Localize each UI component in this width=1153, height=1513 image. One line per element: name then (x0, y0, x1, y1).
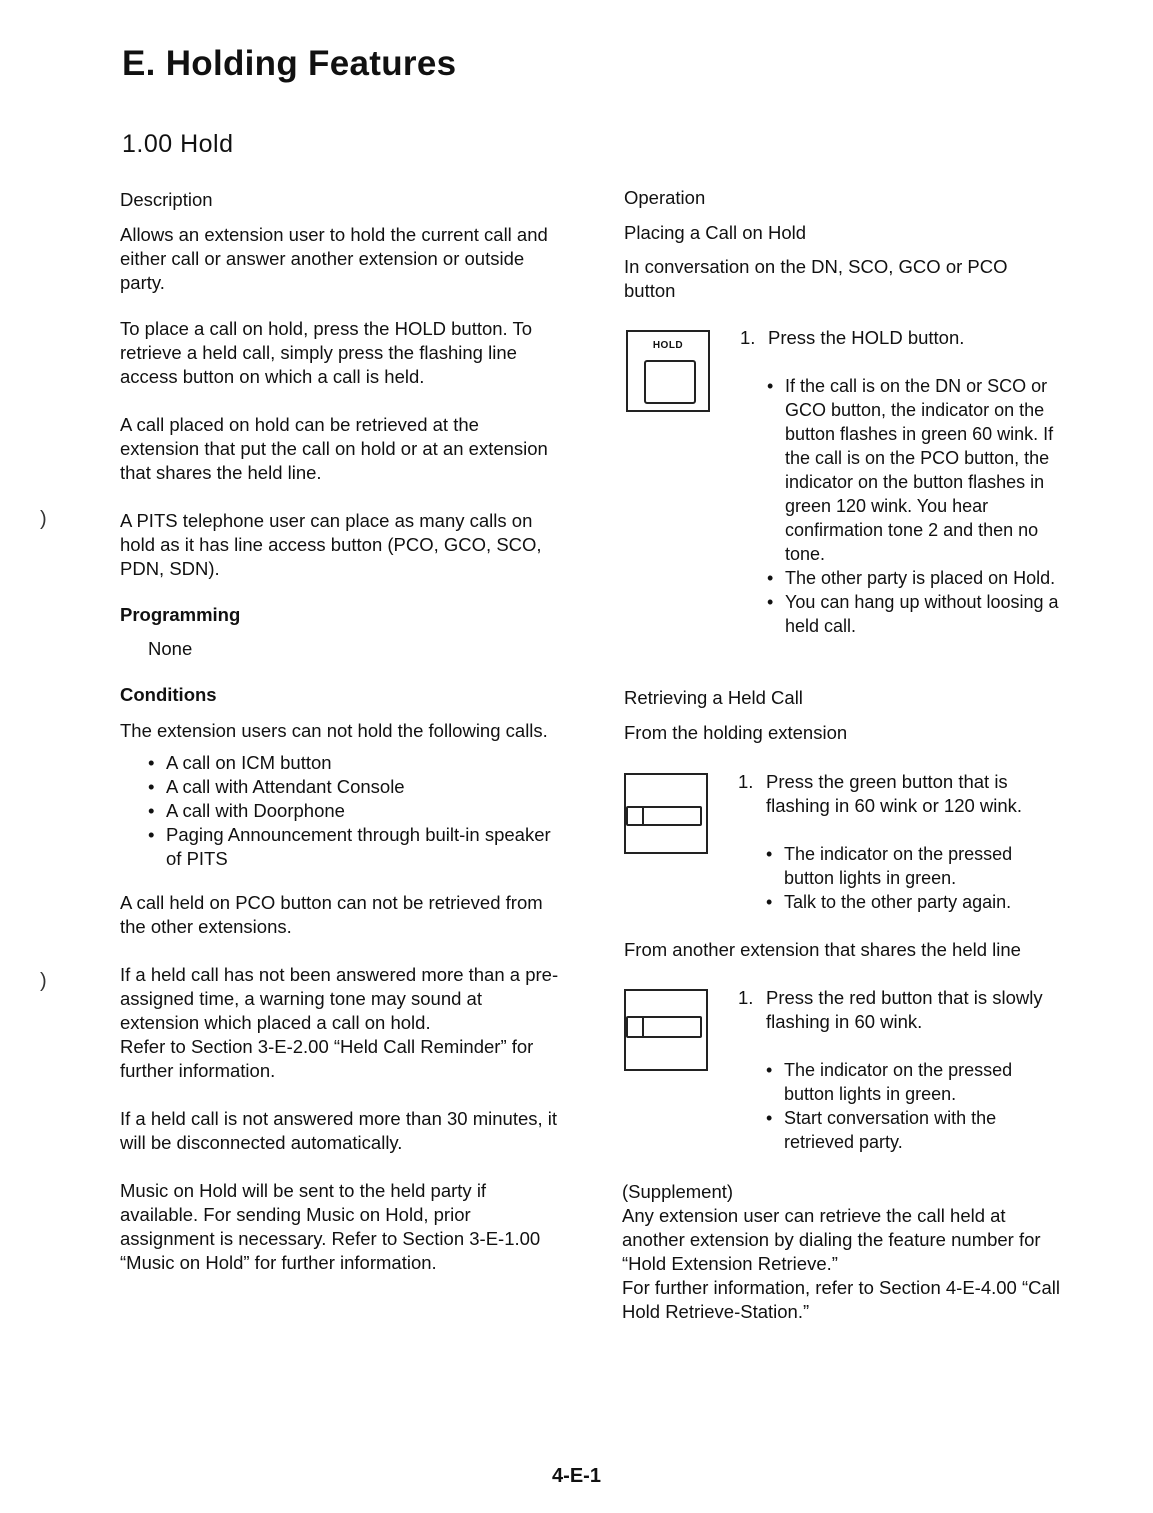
conditions-p4: If a held call is not answered more than 30 minutes, it will be disconnected automatically. (120, 1108, 558, 1153)
description-p4: A PITS telephone user can place as many calls on hold as it has line access button (PCO, GCO, SCO, PDN, SDN). (120, 510, 542, 579)
step2-text: Press the green button that is flashing in 60 wink or 120 wink. (766, 771, 1023, 816)
hold-key-label: HOLD (652, 340, 684, 351)
supplement (622, 1180, 1062, 1324)
placing-heading: Placing a Call on Hold (624, 222, 807, 243)
placing-context: In conversation on the DN, SCO, GCO or PCO button (624, 256, 1008, 301)
step2-number: 1. (738, 771, 754, 792)
step3-text: Press the red button that is slowly flashing in 60 wink. (766, 987, 1043, 1032)
conditions-p2: A call held on PCO button can not be retrieved from the other extensions. (120, 892, 543, 937)
description-p2: To place a call on hold, press the HOLD button. To retrieve a held call, simply press the flashing line access button on which a call is held. (120, 318, 533, 387)
from-another-section (624, 938, 1094, 962)
list-item: • A call with Doorphone (148, 799, 560, 823)
supplement-label: (Supplement) (622, 1181, 734, 1202)
conditions-p5: Music on Hold will be sent to the held party if available. For sending Music on Hold, prior assignment is necessary. Refer to Section 3-E-1.00 “Music on Hold” for further information. (120, 1180, 541, 1273)
conditions-list (120, 751, 560, 871)
supplement-text: Any extension user can retrieve the call held at another extension by dialing the feature number for “Hold Extension Retrieve.” (622, 1205, 1041, 1274)
list-item: • Paging Announcement through built-in speaker of PITS (148, 823, 560, 871)
step1-bullets (765, 374, 1068, 638)
conditions-label: Conditions (120, 684, 217, 705)
step1 (768, 326, 1068, 638)
programming-label: Programming (120, 604, 241, 625)
section-title: 1.00 Hold (122, 130, 234, 158)
from-another: From another extension that shares the held line (624, 939, 1021, 960)
supplement-text2: For further information, refer to Section 4-E-4.00 “Call Hold Retrieve-Station.” (622, 1277, 1061, 1322)
retrieving-section (624, 686, 1064, 745)
list-item: • The indicator on the pressed button lights in green. (764, 1058, 1066, 1106)
list-item: • Start conversation with the retrieved party. (764, 1106, 1066, 1154)
operation-header (624, 186, 1064, 303)
list-item: • The other party is placed on Hold. (765, 566, 1068, 590)
conditions-p3: If a held call has not been answered more than a pre-assigned time, a warning tone may sound at extension which placed a call on hold. (120, 964, 559, 1033)
description-label: Description (120, 189, 213, 210)
hold-button-icon (644, 360, 696, 404)
page-number: 4-E-1 (552, 1465, 601, 1487)
operation-label: Operation (624, 187, 706, 208)
line-key-illustration-green (624, 773, 708, 854)
from-holding: From the holding extension (624, 722, 848, 743)
retrieving-heading: Retrieving a Held Call (624, 687, 803, 708)
list-item: • A call with Attendant Console (148, 775, 560, 799)
step2 (766, 770, 1066, 914)
line-button-icon (626, 806, 702, 826)
programming-value: None (148, 638, 193, 659)
step3 (766, 986, 1066, 1154)
step3-bullets (764, 1058, 1066, 1154)
step1-text: Press the HOLD button. (768, 327, 965, 348)
step1-number: 1. (740, 327, 756, 348)
step2-bullets (764, 842, 1066, 914)
list-item: • If the call is on the DN or SCO or GCO button, the indicator on the button flashes in green 60 wink. If the call is on the PCO button, the indicator on the button flashes in green 120 wink. You hear confirmation tone 2 and then no tone. (765, 374, 1068, 566)
description-p3: A call placed on hold can be retrieved at the extension that put the call on hold or at an extension that shares the held line. (120, 414, 548, 483)
line-button-icon (626, 1016, 702, 1038)
list-item: • Talk to the other party again. (764, 890, 1066, 914)
line-key-illustration-red (624, 989, 708, 1071)
binding-mark-bottom: ) (40, 970, 47, 992)
list-item: • The indicator on the pressed button lights in green. (764, 842, 1066, 890)
binding-mark-top: ) (40, 508, 47, 530)
list-item: • A call on ICM button (148, 751, 560, 775)
list-item: • You can hang up without loosing a held call. (765, 590, 1068, 638)
page-title: E. Holding Features (122, 44, 457, 83)
hold-key-illustration (626, 330, 710, 412)
conditions-p3b: Refer to Section 3-E-2.00 “Held Call Reminder” for further information. (120, 1036, 534, 1081)
step3-number: 1. (738, 987, 754, 1008)
conditions-intro: The extension users can not hold the following calls. (120, 720, 548, 741)
left-column (120, 188, 560, 1275)
description-p1: Allows an extension user to hold the current call and either call or answer another extension or outside party. (120, 224, 548, 293)
